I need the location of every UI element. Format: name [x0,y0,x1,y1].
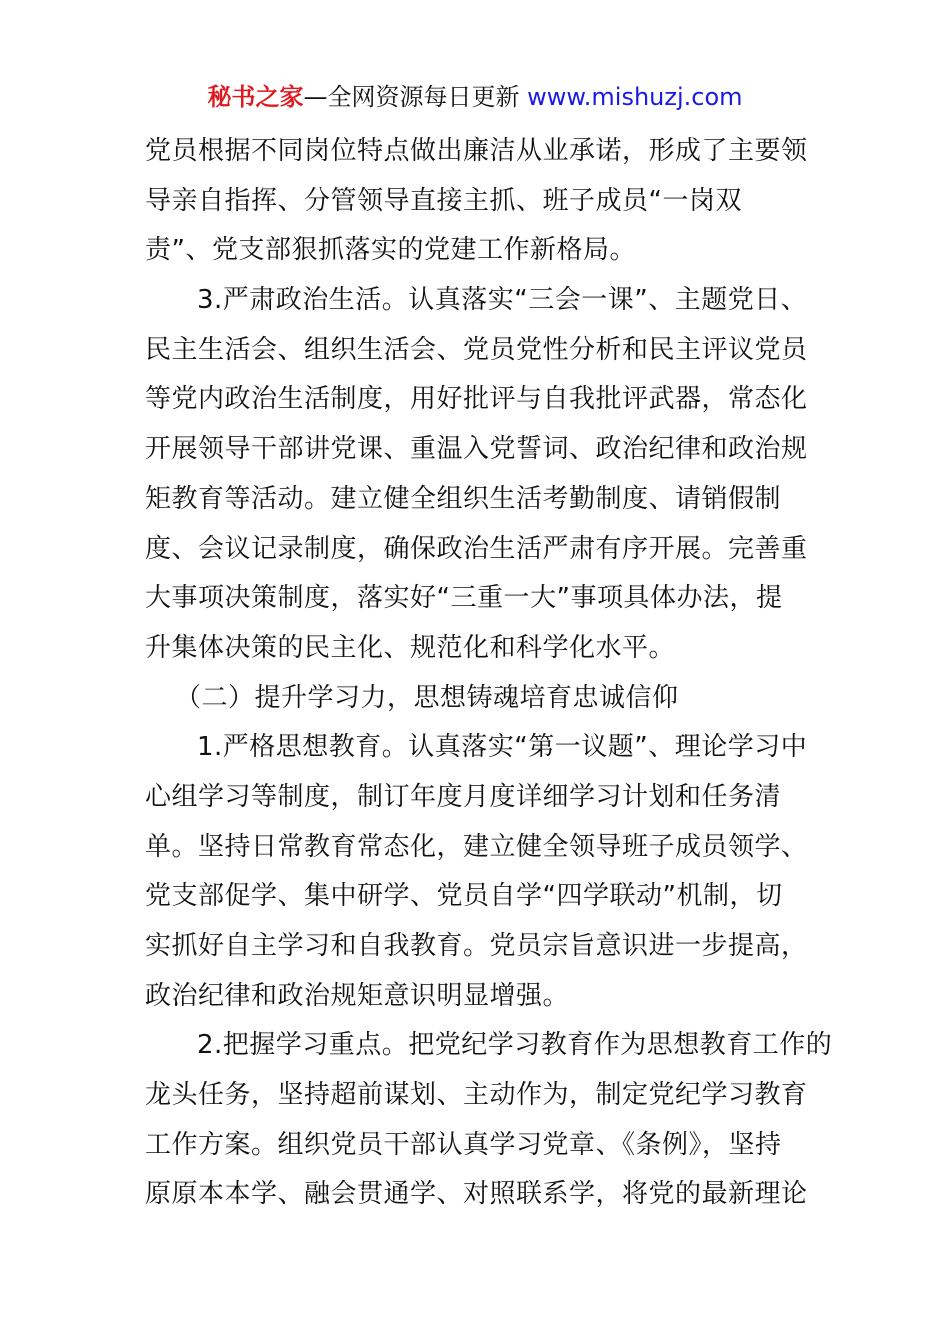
text-line: 实抓好自主学习和自我教育。党员宗旨意识进一步提高， [145,931,808,961]
text-line: 党支部促学、集中研学、党员自学“四学联动”机制，切 [145,881,783,912]
text-line: 原原本本学、融会贯通学、对照联系学，将党的最新理论 [145,1179,808,1210]
text-line: 心组学习等制度，制订年度月度详细学习计划和任务清 [145,781,782,812]
site-url[interactable]: www.mishuzj.com [527,83,743,111]
text-line: 开展领导干部讲党课、重温入党誓词、政治纪律和政治规 [145,434,808,465]
text-line: 度、会议记录制度，确保政治生活严肃有序开展。完善重 [145,533,808,564]
document-body [145,127,833,1220]
page-header [0,80,950,114]
text-line: 等党内政治生活制度，用好批评与自我批评武器，常态化 [145,384,808,415]
text-line: 矩教育等活动。建立健全组织生活考勤制度、请销假制 [145,483,782,514]
text-line: 导亲自指挥、分管领导直接主抓、班子成员“一岗双 [145,185,742,216]
text-line: 政治纪律和政治规矩意识明显增强。 [145,980,570,1011]
paragraph-start-line: 3.严肃政治生活。认真落实“三会一课”、主题党日、 [197,285,808,316]
paragraph-start-line: 2.把握学习重点。把党纪学习教育作为思想教育工作的 [197,1030,833,1061]
text-line: 大事项决策制度，落实好“三重一大”事项具体办法，提 [145,583,783,614]
text-line: 单。坚持日常教育常态化，建立健全领导班子成员领学、 [145,831,808,862]
text-line: 工作方案。组织党员干部认真学习党章、《条例》，坚持 [145,1129,782,1160]
text-line: 民主生活会、组织生活会、党员党性分析和民主评议党员 [145,334,808,365]
text-line: 龙头任务，坚持超前谋划、主动作为，制定党纪学习教育 [145,1080,808,1111]
text-line: 升集体决策的民主化、规范化和科学化水平。 [145,632,676,663]
text-line: 责”、党支部狠抓落实的党建工作新格局。 [145,235,636,266]
paragraph-start-line: 1.严格思想教育。认真落实“第一议题”、理论学习中 [197,732,808,763]
brand-name: 秘书之家 [207,83,304,111]
section-heading: （二）提升学习力，思想铸魂培育忠诚信仰 [175,682,679,713]
text-line: 党员根据不同岗位特点做出廉洁从业承诺，形成了主要领 [145,136,808,166]
header-tagline: —全网资源每日更新 [303,83,528,111]
